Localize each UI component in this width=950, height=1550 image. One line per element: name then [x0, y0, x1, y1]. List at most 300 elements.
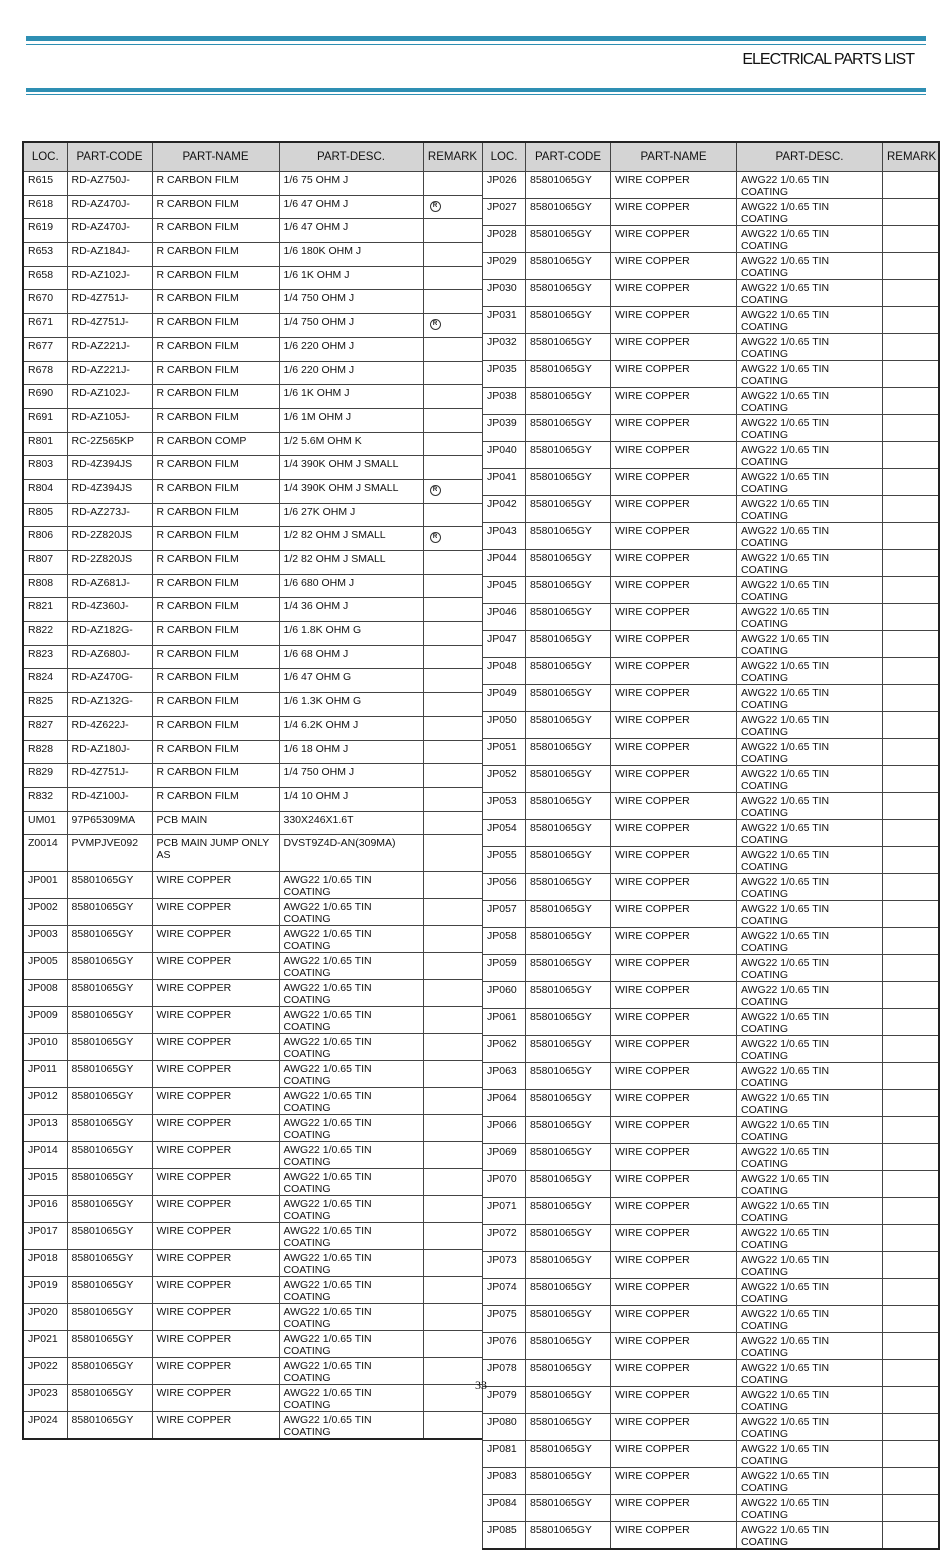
table-row [23, 314, 482, 338]
table-row [23, 764, 482, 788]
cell-remark [883, 1198, 939, 1225]
cell-part-code: 85801065GY [526, 1279, 611, 1306]
col-header-loc: LOC. [23, 142, 67, 172]
table-row [23, 740, 482, 764]
table-row [23, 195, 482, 219]
cell-part-desc: 1/4 390K OHM J SMALL [279, 479, 423, 503]
table-header-row [23, 142, 482, 172]
cell-loc: R827 [23, 716, 67, 740]
cell-remark [883, 172, 939, 199]
col-header-part-code: PART-CODE [67, 142, 152, 172]
cell-remark [423, 314, 482, 338]
table-row [23, 716, 482, 740]
cell-part-code: 85801065GY [67, 1034, 152, 1061]
cell-part-desc: AWG22 1/0.65 TIN COATING [279, 953, 423, 980]
cell-part-desc: 1/4 750 OHM J [279, 290, 423, 314]
table-row [23, 1088, 482, 1115]
cell-part-code: RD-AZ105J- [67, 408, 152, 432]
cell-part-desc: AWG22 1/0.65 TIN COATING [737, 1468, 883, 1495]
cell-loc: JP074 [483, 1279, 526, 1306]
cell-part-code: RD-4Z100J- [67, 787, 152, 811]
cell-remark [423, 408, 482, 432]
cell-part-code: RD-4Z751J- [67, 764, 152, 788]
cell-part-name: WIRE COPPER [611, 226, 737, 253]
cell-remark [423, 1331, 482, 1358]
cell-part-code: 85801065GY [526, 199, 611, 226]
cell-loc: JP072 [483, 1225, 526, 1252]
cell-part-desc: AWG22 1/0.65 TIN COATING [279, 980, 423, 1007]
cell-part-desc: AWG22 1/0.65 TIN COATING [737, 1171, 883, 1198]
cell-loc: JP003 [23, 926, 67, 953]
cell-part-name: WIRE COPPER [152, 1223, 279, 1250]
cell-part-name: WIRE COPPER [152, 1169, 279, 1196]
cell-loc: R670 [23, 290, 67, 314]
cell-remark [423, 1196, 482, 1223]
cell-loc: JP050 [483, 712, 526, 739]
cell-part-name: WIRE COPPER [611, 604, 737, 631]
cell-remark [423, 1412, 482, 1440]
cell-remark [883, 280, 939, 307]
cell-part-code: 85801065GY [526, 658, 611, 685]
cell-part-name: WIRE COPPER [611, 712, 737, 739]
cell-part-name: WIRE COPPER [611, 1387, 737, 1414]
table-row [483, 388, 939, 415]
cell-part-name: R CARBON FILM [152, 290, 279, 314]
table-row [483, 1090, 939, 1117]
cell-part-code: 85801065GY [526, 1522, 611, 1550]
table-row [483, 1171, 939, 1198]
cell-part-code: 85801065GY [67, 1250, 152, 1277]
cell-loc: JP078 [483, 1360, 526, 1387]
cell-part-name: WIRE COPPER [152, 980, 279, 1007]
cell-part-name: WIRE COPPER [152, 1250, 279, 1277]
cell-part-code: PVMPJVE092 [67, 835, 152, 872]
cell-part-name: WIRE COPPER [611, 1171, 737, 1198]
cell-part-name: WIRE COPPER [611, 1144, 737, 1171]
cell-remark [423, 1304, 482, 1331]
cell-part-name: WIRE COPPER [611, 172, 737, 199]
cell-part-code: RD-AZ750J- [67, 172, 152, 196]
cell-part-code: 85801065GY [526, 280, 611, 307]
registered-mark-icon: R [430, 532, 441, 543]
cell-remark [883, 442, 939, 469]
table-row [483, 550, 939, 577]
table-row [23, 811, 482, 835]
cell-part-code: 85801065GY [526, 1468, 611, 1495]
cell-part-desc: AWG22 1/0.65 TIN COATING [737, 1009, 883, 1036]
cell-part-code: 85801065GY [67, 1412, 152, 1440]
cell-remark [423, 764, 482, 788]
cell-loc: R618 [23, 195, 67, 219]
cell-part-desc: 1/6 1K OHM J [279, 385, 423, 409]
cell-remark [883, 712, 939, 739]
table-row [23, 926, 482, 953]
cell-part-code: 85801065GY [526, 874, 611, 901]
cell-part-name: R CARBON FILM [152, 314, 279, 338]
cell-part-code: 85801065GY [67, 1223, 152, 1250]
cell-part-code: 85801065GY [526, 1252, 611, 1279]
cell-part-code: 85801065GY [526, 928, 611, 955]
cell-part-name: R CARBON FILM [152, 266, 279, 290]
cell-loc: JP081 [483, 1441, 526, 1468]
cell-remark [423, 1142, 482, 1169]
cell-part-desc: AWG22 1/0.65 TIN COATING [737, 253, 883, 280]
cell-loc: JP001 [23, 872, 67, 899]
cell-loc: R803 [23, 456, 67, 480]
cell-part-desc: AWG22 1/0.65 TIN COATING [279, 1061, 423, 1088]
cell-part-name: WIRE COPPER [611, 1441, 737, 1468]
cell-loc: JP039 [483, 415, 526, 442]
cell-part-name: WIRE COPPER [611, 1306, 737, 1333]
cell-part-name: R CARBON FILM [152, 337, 279, 361]
cell-part-name: R CARBON FILM [152, 551, 279, 575]
cell-remark [883, 199, 939, 226]
cell-part-desc: 1/6 75 OHM J [279, 172, 423, 196]
table-row [483, 1333, 939, 1360]
cell-remark [423, 716, 482, 740]
cell-loc: R821 [23, 598, 67, 622]
cell-part-name: R CARBON FILM [152, 172, 279, 196]
cell-remark [883, 658, 939, 685]
cell-part-code: 85801065GY [526, 469, 611, 496]
cell-part-code: RD-AZ102J- [67, 385, 152, 409]
cell-part-desc: AWG22 1/0.65 TIN COATING [279, 1088, 423, 1115]
cell-part-code: 85801065GY [526, 307, 611, 334]
cell-part-desc: AWG22 1/0.65 TIN COATING [737, 1144, 883, 1171]
cell-part-desc: AWG22 1/0.65 TIN COATING [279, 872, 423, 899]
cell-loc: JP076 [483, 1333, 526, 1360]
cell-part-name: WIRE COPPER [611, 982, 737, 1009]
cell-loc: R806 [23, 527, 67, 551]
cell-part-desc: AWG22 1/0.65 TIN COATING [737, 1306, 883, 1333]
cell-loc: JP069 [483, 1144, 526, 1171]
cell-part-code: RD-AZ102J- [67, 266, 152, 290]
cell-part-code: 85801065GY [67, 1061, 152, 1088]
cell-remark [883, 1441, 939, 1468]
cell-remark [883, 766, 939, 793]
cell-part-desc: 1/6 47 OHM G [279, 669, 423, 693]
cell-part-desc: AWG22 1/0.65 TIN COATING [279, 1115, 423, 1142]
col-header-remark: REMARK [423, 142, 482, 172]
table-row [23, 172, 482, 196]
cell-part-code: 85801065GY [526, 1441, 611, 1468]
table-row [23, 337, 482, 361]
cell-loc: R671 [23, 314, 67, 338]
cell-part-name: WIRE COPPER [611, 523, 737, 550]
cell-part-code: 85801065GY [526, 1198, 611, 1225]
col-header-part-desc: PART-DESC. [737, 142, 883, 172]
cell-loc: UM01 [23, 811, 67, 835]
cell-part-code: 85801065GY [526, 1387, 611, 1414]
cell-loc: R678 [23, 361, 67, 385]
table-row [23, 290, 482, 314]
table-row [23, 1061, 482, 1088]
cell-part-code: 85801065GY [67, 872, 152, 899]
table-row [23, 669, 482, 693]
cell-remark [883, 226, 939, 253]
cell-loc: JP066 [483, 1117, 526, 1144]
cell-loc: JP042 [483, 496, 526, 523]
cell-part-desc: AWG22 1/0.65 TIN COATING [737, 847, 883, 874]
cell-part-name: WIRE COPPER [611, 793, 737, 820]
table-row [483, 739, 939, 766]
cell-part-name: WIRE COPPER [611, 1117, 737, 1144]
cell-remark [883, 739, 939, 766]
table-row [23, 456, 482, 480]
cell-part-desc: AWG22 1/0.65 TIN COATING [737, 1063, 883, 1090]
cell-loc: R658 [23, 266, 67, 290]
cell-loc: JP013 [23, 1115, 67, 1142]
cell-remark [423, 243, 482, 267]
cell-part-name: WIRE COPPER [152, 1034, 279, 1061]
cell-remark [883, 631, 939, 658]
cell-loc: JP038 [483, 388, 526, 415]
cell-part-name: WIRE COPPER [611, 1495, 737, 1522]
table-row [483, 1036, 939, 1063]
cell-loc: JP043 [483, 523, 526, 550]
cell-part-name: WIRE COPPER [152, 1007, 279, 1034]
cell-part-desc: 1/6 68 OHM J [279, 645, 423, 669]
cell-part-name: WIRE COPPER [611, 1468, 737, 1495]
registered-mark-icon: R [430, 485, 441, 496]
col-header-part-desc: PART-DESC. [279, 142, 423, 172]
cell-part-code: RD-AZ221J- [67, 337, 152, 361]
registered-mark-icon: R [430, 319, 441, 330]
cell-part-desc: DVST9Z4D-AN(309MA) [279, 835, 423, 872]
cell-part-desc: AWG22 1/0.65 TIN COATING [737, 1495, 883, 1522]
cell-remark [423, 1007, 482, 1034]
page-title: ELECTRICAL PARTS LIST [742, 51, 914, 68]
cell-part-code: 85801065GY [526, 496, 611, 523]
cell-part-desc: AWG22 1/0.65 TIN COATING [737, 820, 883, 847]
cell-loc: JP084 [483, 1495, 526, 1522]
cell-loc: JP030 [483, 280, 526, 307]
cell-part-code: 85801065GY [526, 388, 611, 415]
cell-remark [423, 456, 482, 480]
cell-part-name: WIRE COPPER [611, 685, 737, 712]
table-row [483, 685, 939, 712]
cell-part-desc: AWG22 1/0.65 TIN COATING [737, 442, 883, 469]
table-row [483, 901, 939, 928]
table-row [23, 899, 482, 926]
cell-part-code: 85801065GY [526, 1225, 611, 1252]
cell-part-desc: AWG22 1/0.65 TIN COATING [737, 361, 883, 388]
cell-remark [423, 926, 482, 953]
cell-remark [883, 1252, 939, 1279]
cell-remark [423, 1061, 482, 1088]
cell-remark [423, 361, 482, 385]
cell-loc: R808 [23, 574, 67, 598]
cell-remark [423, 872, 482, 899]
cell-part-code: RD-AZ681J- [67, 574, 152, 598]
table-row [483, 955, 939, 982]
cell-part-name: WIRE COPPER [611, 1522, 737, 1550]
cell-part-name: PCB MAIN [152, 811, 279, 835]
cell-remark [883, 1333, 939, 1360]
cell-loc: JP045 [483, 577, 526, 604]
cell-part-name: WIRE COPPER [611, 442, 737, 469]
table-row [483, 847, 939, 874]
cell-part-name: R CARBON FILM [152, 503, 279, 527]
cell-part-desc: AWG22 1/0.65 TIN COATING [737, 766, 883, 793]
cell-part-name: WIRE COPPER [152, 1277, 279, 1304]
table-row [483, 361, 939, 388]
cell-part-name: R CARBON FILM [152, 693, 279, 717]
cell-part-name: WIRE COPPER [611, 658, 737, 685]
cell-part-code: 85801065GY [526, 1414, 611, 1441]
table-row [23, 622, 482, 646]
cell-loc: JP056 [483, 874, 526, 901]
cell-remark [423, 693, 482, 717]
cell-remark [883, 1036, 939, 1063]
cell-remark [883, 1306, 939, 1333]
table-row [483, 1063, 939, 1090]
cell-loc: R804 [23, 479, 67, 503]
cell-part-desc: AWG22 1/0.65 TIN COATING [737, 469, 883, 496]
cell-part-desc: AWG22 1/0.65 TIN COATING [737, 1333, 883, 1360]
parts-table-left [22, 141, 483, 1440]
cell-part-name: WIRE COPPER [611, 1090, 737, 1117]
table-row [23, 385, 482, 409]
table-row [23, 1034, 482, 1061]
cell-remark [883, 415, 939, 442]
cell-part-desc: 1/6 47 OHM J [279, 219, 423, 243]
cell-part-name: R CARBON FILM [152, 787, 279, 811]
cell-loc: JP080 [483, 1414, 526, 1441]
cell-remark [423, 479, 482, 503]
cell-part-name: WIRE COPPER [611, 820, 737, 847]
table-row [483, 1441, 939, 1468]
cell-part-code: 85801065GY [67, 953, 152, 980]
table-row [483, 766, 939, 793]
cell-loc: JP083 [483, 1468, 526, 1495]
cell-part-code: RD-AZ273J- [67, 503, 152, 527]
cell-loc: JP002 [23, 899, 67, 926]
cell-loc: R691 [23, 408, 67, 432]
cell-loc: JP041 [483, 469, 526, 496]
cell-part-code: 85801065GY [67, 1088, 152, 1115]
table-row [483, 226, 939, 253]
cell-part-code: 85801065GY [526, 847, 611, 874]
cell-part-name: WIRE COPPER [611, 847, 737, 874]
cell-part-desc: AWG22 1/0.65 TIN COATING [279, 1358, 423, 1385]
cell-remark [423, 598, 482, 622]
cell-part-desc: AWG22 1/0.65 TIN COATING [737, 712, 883, 739]
cell-part-code: 85801065GY [526, 1360, 611, 1387]
cell-part-desc: AWG22 1/0.65 TIN COATING [737, 631, 883, 658]
cell-part-code: 97P65309MA [67, 811, 152, 835]
cell-loc: R805 [23, 503, 67, 527]
cell-part-name: WIRE COPPER [152, 1196, 279, 1223]
table-row [23, 1223, 482, 1250]
cell-part-name: WIRE COPPER [152, 1331, 279, 1358]
table-row [23, 980, 482, 1007]
table-row [483, 1198, 939, 1225]
table-row [483, 577, 939, 604]
table-row [483, 496, 939, 523]
table-row [23, 693, 482, 717]
cell-part-desc: 1/6 47 OHM J [279, 195, 423, 219]
table-row [483, 172, 939, 199]
cell-part-name: WIRE COPPER [152, 926, 279, 953]
table-header-row [483, 142, 939, 172]
cell-remark [883, 253, 939, 280]
cell-loc: JP024 [23, 1412, 67, 1440]
table-row [483, 1522, 939, 1550]
cell-part-desc: AWG22 1/0.65 TIN COATING [279, 1223, 423, 1250]
cell-remark [883, 523, 939, 550]
cell-part-name: R CARBON FILM [152, 527, 279, 551]
cell-remark [423, 1034, 482, 1061]
cell-part-name: R CARBON FILM [152, 195, 279, 219]
cell-part-desc: AWG22 1/0.65 TIN COATING [737, 1225, 883, 1252]
cell-loc: JP009 [23, 1007, 67, 1034]
cell-loc: R619 [23, 219, 67, 243]
cell-part-desc: AWG22 1/0.65 TIN COATING [737, 928, 883, 955]
cell-part-code: 85801065GY [67, 1358, 152, 1385]
cell-part-desc: AWG22 1/0.65 TIN COATING [737, 685, 883, 712]
cell-loc: JP019 [23, 1277, 67, 1304]
cell-part-code: RD-AZ132G- [67, 693, 152, 717]
cell-part-desc: 1/2 5.6M OHM K [279, 432, 423, 456]
cell-remark [883, 982, 939, 1009]
cell-loc: JP021 [23, 1331, 67, 1358]
cell-loc: JP044 [483, 550, 526, 577]
cell-part-code: RD-AZ221J- [67, 361, 152, 385]
cell-loc: R690 [23, 385, 67, 409]
cell-loc: JP026 [483, 172, 526, 199]
table-row [483, 712, 939, 739]
cell-part-name: WIRE COPPER [611, 901, 737, 928]
cell-part-code: RD-4Z394JS [67, 479, 152, 503]
cell-loc: R823 [23, 645, 67, 669]
cell-part-desc: AWG22 1/0.65 TIN COATING [737, 1387, 883, 1414]
table-row [483, 1279, 939, 1306]
cell-part-desc: AWG22 1/0.65 TIN COATING [737, 280, 883, 307]
cell-part-code: 85801065GY [526, 253, 611, 280]
cell-part-name: WIRE COPPER [611, 415, 737, 442]
cell-part-name: R CARBON FILM [152, 243, 279, 267]
cell-part-name: WIRE COPPER [611, 1333, 737, 1360]
cell-part-name: WIRE COPPER [611, 1036, 737, 1063]
cell-part-desc: 1/4 36 OHM J [279, 598, 423, 622]
cell-part-desc: 1/6 180K OHM J [279, 243, 423, 267]
cell-loc: R822 [23, 622, 67, 646]
cell-part-desc: 1/6 27K OHM J [279, 503, 423, 527]
cell-part-name: WIRE COPPER [611, 739, 737, 766]
cell-loc: JP075 [483, 1306, 526, 1333]
cell-part-desc: 330X246X1.6T [279, 811, 423, 835]
table-row [23, 432, 482, 456]
cell-loc: JP057 [483, 901, 526, 928]
cell-part-desc: AWG22 1/0.65 TIN COATING [737, 982, 883, 1009]
cell-loc: JP073 [483, 1252, 526, 1279]
cell-remark [883, 1468, 939, 1495]
cell-remark [423, 266, 482, 290]
cell-part-desc: 1/4 6.2K OHM J [279, 716, 423, 740]
cell-part-desc: AWG22 1/0.65 TIN COATING [279, 1304, 423, 1331]
table-row [23, 527, 482, 551]
cell-part-desc: AWG22 1/0.65 TIN COATING [737, 496, 883, 523]
cell-part-code: 85801065GY [67, 1115, 152, 1142]
table-row [23, 266, 482, 290]
cell-part-name: R CARBON FILM [152, 361, 279, 385]
cell-part-desc: AWG22 1/0.65 TIN COATING [737, 388, 883, 415]
cell-part-code: RD-AZ470J- [67, 195, 152, 219]
cell-remark [423, 527, 482, 551]
cell-remark [423, 835, 482, 872]
cell-part-code: 85801065GY [67, 926, 152, 953]
